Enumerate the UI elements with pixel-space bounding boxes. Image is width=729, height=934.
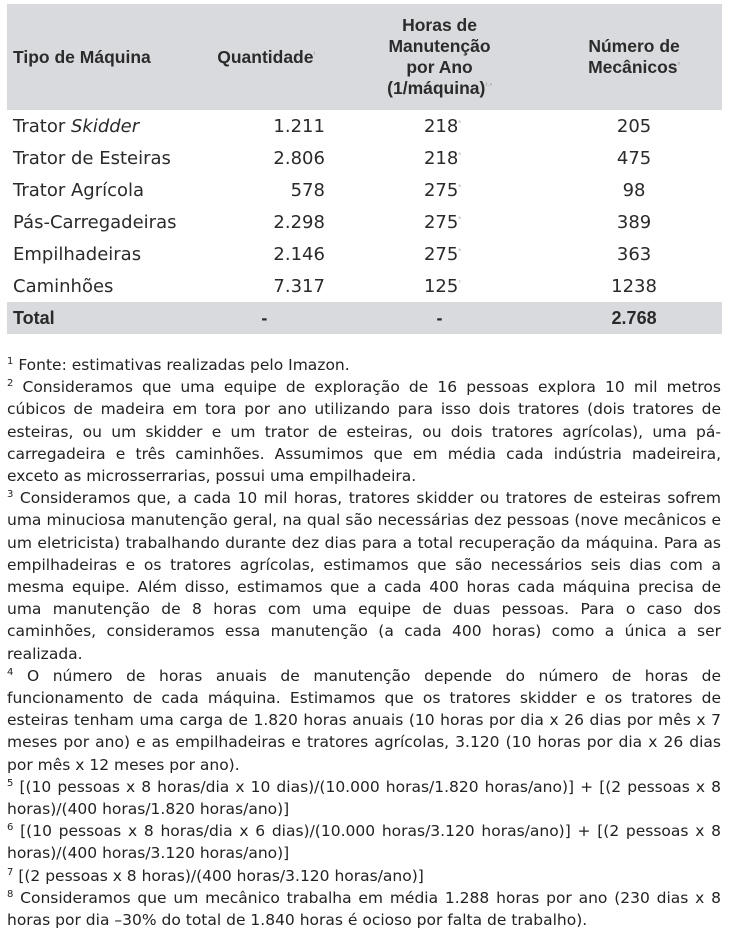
cell-quantity: 2.298 [273, 211, 325, 233]
header-mechanics: Número de Mecânicos$^{^8}$ [546, 4, 722, 110]
cell-mechanics: 1238 [611, 275, 657, 297]
footnote: $^7$ [(2 pessoas x 8 horas)/(400 horas/3.120 horas/ano)] [7, 866, 424, 885]
cell-machine: Trator Skidder [13, 115, 140, 137]
table-row [7, 206, 722, 238]
cell-machine: Pás-Carregadeiras [13, 211, 177, 233]
table-row [7, 270, 722, 302]
table-total-row [7, 302, 722, 334]
footnote: $^5$ [(10 pessoas x 8 horas/dia x 10 dias)/(10.000 horas/1.820 horas/ano)] + [(2 pessoas x 8 horas)/(400 horas/1.820 horas/ano)] [7, 777, 721, 819]
machines-table [7, 4, 722, 334]
footnote: $^6$ [(10 pessoas x 8 horas/dia x 6 dias)/(10.000 horas/3.120 horas/ano)] + [(2 pessoas x 8 horas)/(400 horas/3.120 horas/ano)] [7, 822, 721, 863]
cell-quantity: 578 [290, 179, 325, 201]
header-maintenance-hours: Horas de Manutenção por Ano (1/máquina)$^{^2\cdot^4}$ [333, 4, 546, 110]
cell-quantity: 7.317 [273, 275, 325, 297]
footnotes [7, 354, 721, 931]
footnote: $^1$ Fonte: estimativas realizadas pelo Imazon. [7, 355, 350, 374]
header-quantity: Quantidade$^{^1}$ [204, 4, 333, 110]
cell-mechanics: 389 [616, 211, 652, 233]
table-row [7, 238, 722, 270]
cell-machine: Empilhadeiras [13, 243, 142, 265]
cell-hours: $275^{^6}$ [423, 243, 461, 265]
total-label: Total [7, 302, 204, 334]
cell-hours: $275^{^6}$ [423, 211, 461, 233]
total-hours: - [333, 302, 546, 334]
cell-mechanics: 363 [616, 243, 652, 265]
header-machine-type: Tipo de Máquina [7, 4, 204, 110]
cell-machine: Trator Agrícola [13, 179, 145, 201]
cell-mechanics: 475 [616, 147, 652, 169]
cell-hours: $275^{^6}$ [423, 179, 461, 201]
cell-quantity: 2.146 [273, 243, 325, 265]
footnote: $^8$ Consideramos que um mecânico trabalha em média 1.288 horas por ano (230 dias x 8 horas por dia –30% do total de 1.840 horas é ocioso por falta de trabalho). [7, 888, 721, 930]
cell-mechanics: 98 [622, 179, 646, 201]
table-row [7, 142, 722, 174]
total-quantity: - [204, 302, 333, 334]
cell-hours: $218^{^5}$ [423, 147, 461, 169]
cell-machine: Trator de Esteiras [13, 147, 171, 169]
cell-quantity: 2.806 [273, 147, 325, 169]
cell-hours: $218^{^5}$ [423, 115, 461, 137]
table-header-row [7, 4, 722, 110]
cell-machine: Caminhões [13, 275, 114, 297]
cell-hours: $125^{^7}$ [423, 275, 461, 297]
footnote: $^2$ Consideramos que uma equipe de exploração de 16 pessoas explora 10 mil metros cúbicos de madeira em tora por ano utilizando para isso dois tratores (dois tratores de esteiras, ou um skidder e um trator de esteiras, ou dois tratores agrícolas), uma pá-carregadeira e três caminhões. Assumimos que em média cada indústria madeireira, exceto as microsserrarias, possui uma empilhadeira. [7, 378, 721, 486]
total-mechanics: 2.768 [546, 302, 722, 334]
table-row [7, 110, 722, 142]
cell-quantity: 1.211 [273, 115, 325, 137]
cell-mechanics: 205 [616, 115, 652, 137]
footnote: $^4$ O número de horas anuais de manutenção depende do número de horas de funcionamento de cada máquina. Estimamos que os tratores skidder e os tratores de esteiras tenham uma carga de 1.820 horas anuais (10 horas por dia x 26 dias por mês x 7 meses por ano) e as empilhadeiras e tratores agrícolas, 3.120 (10 horas por dia x 26 dias por mês x 12 meses por ano). [7, 666, 721, 774]
footnote: $^3$ Consideramos que, a cada 10 mil horas, tratores skidder ou tratores de esteiras sofrem uma minuciosa manutenção geral, na qual são necessárias dez pessoas (nove mecânicos e um eletricista) trabalhando durante dez dias para a total recuperação da máquina. Para as empilhadeiras e os tratores agrícolas, estimamos que são necessários seis dias com a mesma equipe. Além disso, estimamos que a cada 400 horas cada máquina precisa de uma manutenção de 8 horas com uma equipe de duas pessoas. Para o caso dos caminhões, consideramos essa manutenção (a cada 400 horas) como a única a ser realizada. [7, 489, 721, 663]
table-row [7, 174, 722, 206]
